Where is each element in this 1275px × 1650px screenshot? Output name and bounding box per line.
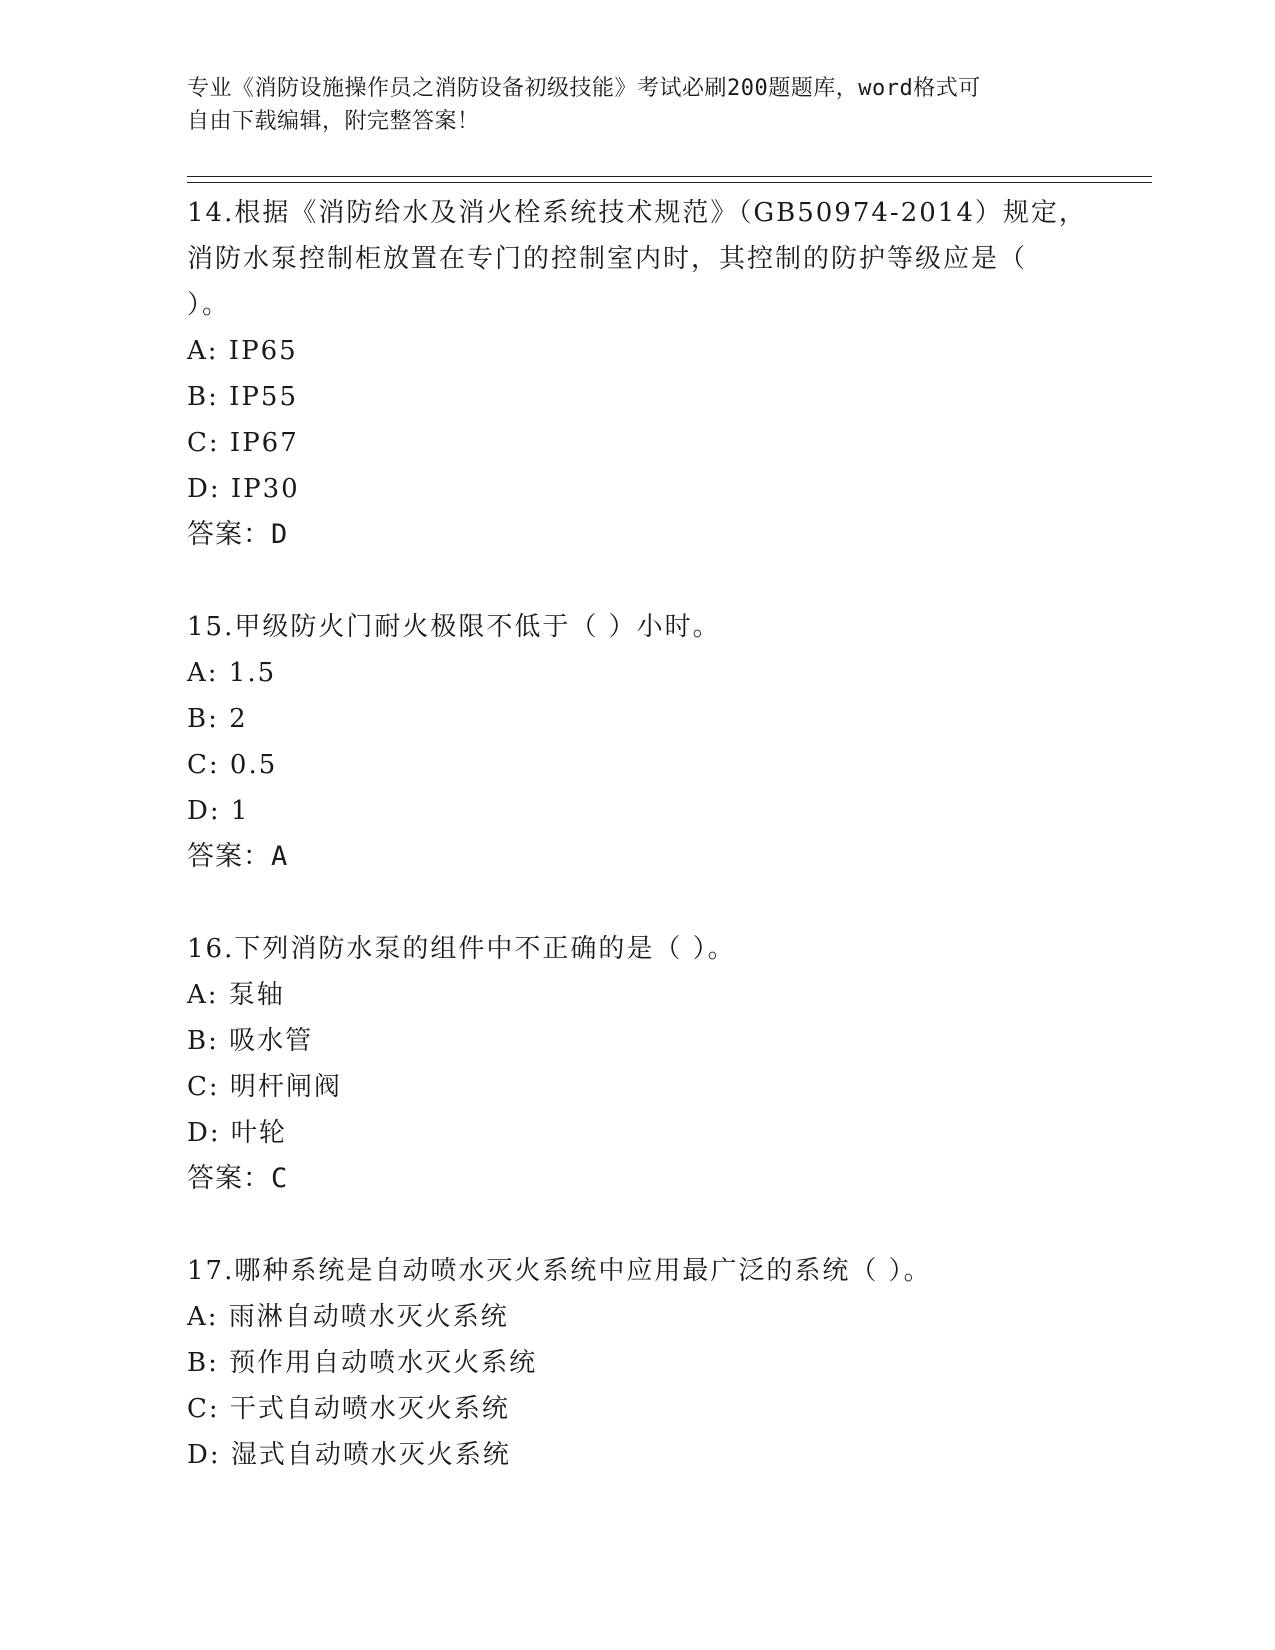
option-d: D: IP30 xyxy=(187,474,300,504)
question-stem-line: 消防水泵控制柜放置在专门的控制室内时，其控制的防护等级应是（ xyxy=(187,244,1028,274)
question-stem xyxy=(187,926,1152,972)
answer-line xyxy=(187,512,1152,558)
spacer xyxy=(187,1202,1152,1248)
option-d: D: 叶轮 xyxy=(187,1118,287,1148)
answer-value: A xyxy=(271,841,289,872)
question-stem-line: ）。 xyxy=(187,290,231,320)
answer-value: D xyxy=(271,519,289,550)
option-b: B: 预作用自动喷水灭火系统 xyxy=(187,1348,538,1378)
option-c: C: 0.5 xyxy=(187,750,278,780)
answer-line xyxy=(187,834,1152,880)
header-line-1: 专业《消防设施操作员之消防设备初级技能》考试必刷200题题库，word格式可 xyxy=(187,76,981,101)
option-b: B: 吸水管 xyxy=(187,1026,314,1056)
header-divider-top xyxy=(187,176,1152,177)
document-header xyxy=(187,72,1067,138)
option-b: B: 2 xyxy=(187,704,248,734)
question-stem xyxy=(187,190,1152,328)
spacer xyxy=(187,880,1152,926)
question-list xyxy=(187,190,1152,1478)
option-a: A: 雨淋自动喷水灭火系统 xyxy=(187,1302,509,1332)
option-a: A: 泵轴 xyxy=(187,980,285,1010)
option-c: C: IP67 xyxy=(187,428,299,458)
answer-value: C xyxy=(271,1163,289,1194)
question-14 xyxy=(187,190,1152,604)
question-15 xyxy=(187,604,1152,926)
question-stem-line: 16.下列消防水泵的组件中不正确的是（ ）。 xyxy=(187,934,736,964)
header-divider-bottom xyxy=(187,182,1152,183)
answer-label: 答案： xyxy=(187,519,271,550)
question-stem-line: 15.甲级防火门耐火极限不低于（ ）小时。 xyxy=(187,612,721,642)
option-c: C: 明杆闸阀 xyxy=(187,1072,342,1102)
option-b: B: IP55 xyxy=(187,382,298,412)
option-d: D: 湿式自动喷水灭火系统 xyxy=(187,1440,511,1470)
spacer xyxy=(187,558,1152,604)
option-d: D: 1 xyxy=(187,796,250,826)
option-a: A: 1.5 xyxy=(187,658,277,688)
question-16 xyxy=(187,926,1152,1248)
question-stem xyxy=(187,604,1152,650)
answer-label: 答案： xyxy=(187,1163,271,1194)
option-c: C: 干式自动喷水灭火系统 xyxy=(187,1394,510,1424)
option-a: A: IP65 xyxy=(187,336,298,366)
question-stem-line: 14.根据《消防给水及消火栓系统技术规范》（GB50974-2014）规定， xyxy=(187,198,1087,228)
answer-label: 答案： xyxy=(187,841,271,872)
question-stem xyxy=(187,1248,1152,1294)
header-line-2: 自由下载编辑，附完整答案！ xyxy=(187,109,480,134)
question-17 xyxy=(187,1248,1152,1478)
answer-line xyxy=(187,1156,1152,1202)
question-stem-line: 17.哪种系统是自动喷水灭火系统中应用最广泛的系统（ ）。 xyxy=(187,1256,932,1286)
